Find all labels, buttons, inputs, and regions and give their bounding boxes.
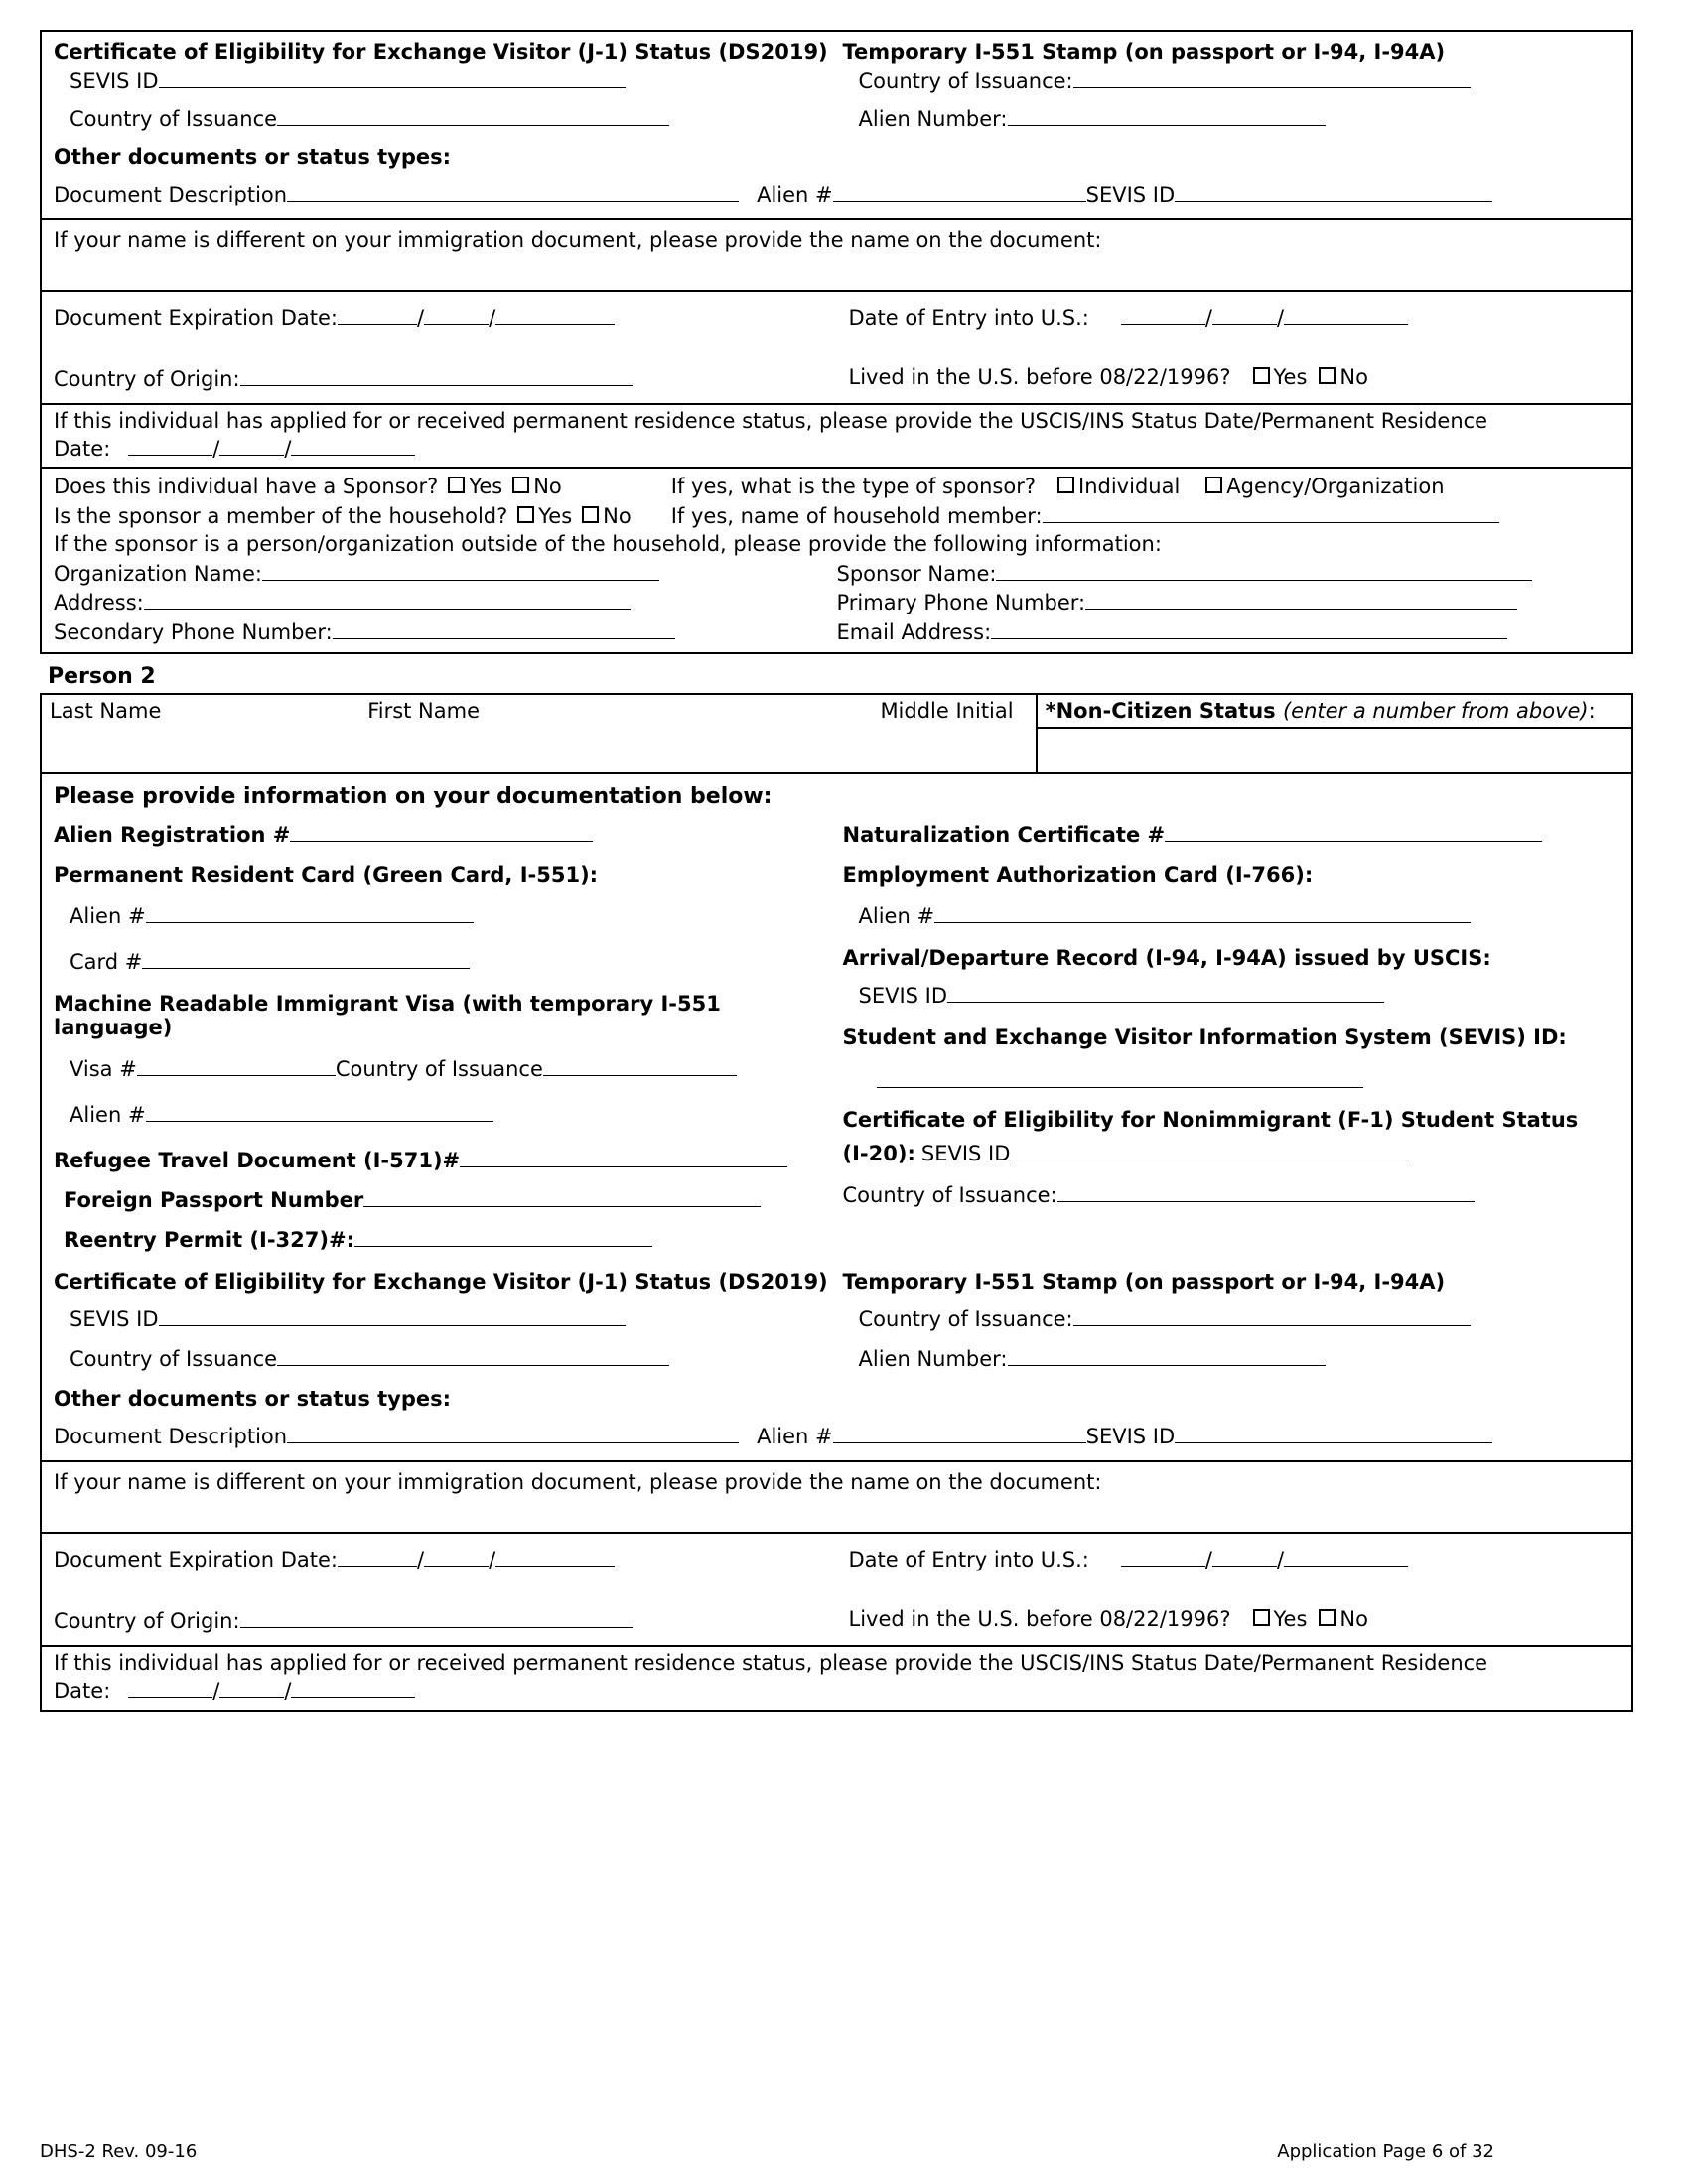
p2-residence-year[interactable] [291, 1677, 415, 1698]
j1-sevis-label: SEVIS ID [70, 68, 159, 93]
person1-sponsor-block [40, 469, 1633, 655]
sponsor-no-checkbox[interactable] [512, 477, 529, 493]
last-name-label: Last Name [50, 699, 162, 724]
p2-j1-sevis-row [54, 1296, 831, 1333]
p2-f1-sevis-input[interactable] [1010, 1140, 1407, 1160]
status-colon: : [1588, 699, 1596, 724]
j1-country-input[interactable] [277, 105, 669, 126]
p2-mriv-alien-input[interactable] [146, 1101, 493, 1122]
alien-num-label: Alien # [757, 182, 833, 206]
org-name-row [54, 558, 837, 588]
middle-initial-label: Middle Initial [880, 699, 1014, 724]
person1-residence-date-row: Date: / / [54, 433, 1619, 463]
p2-f1-title: Certificate of Eligibility for Nonimmigrant (F-1) Student Status [842, 1108, 1579, 1133]
primary-phone-row [837, 588, 1620, 617]
p2-country-origin-input[interactable] [240, 1607, 633, 1628]
p2-j1-country-input[interactable] [277, 1345, 669, 1366]
lived-no-checkbox[interactable] [1319, 367, 1336, 384]
lived-no-label: No [1339, 364, 1368, 389]
j1-sevis-row [54, 66, 831, 95]
p2-date-entry-label: Date of Entry into U.S.: [848, 1547, 1089, 1571]
doc-exp-day[interactable] [424, 304, 489, 325]
p2-residence-text: If this individual has applied for or received permanent residence status, please provide the USCIS/INS Status Date/Permanent Residence [54, 1650, 1488, 1675]
p2-eac-alien-row [843, 888, 1620, 930]
p2-prc-alien-row [54, 888, 831, 930]
i551-country-label: Country of Issuance: [858, 68, 1073, 93]
i551-country-row [843, 66, 1620, 95]
p2-sevis-id-input[interactable] [1175, 1423, 1492, 1443]
p2-country-origin-row [54, 1573, 825, 1635]
person2-dates-block [40, 1534, 1633, 1647]
date-entry-year[interactable] [1284, 304, 1408, 325]
sponsor-household-label: Is the sponsor a member of the household? [54, 503, 508, 528]
status-input-cell[interactable] [1036, 727, 1631, 772]
p2-arrival-sevis-input[interactable] [947, 982, 1384, 1003]
p2-f1-i20-label: (I-20): [842, 1142, 915, 1166]
sponsor-individual-label: Individual [1078, 474, 1181, 498]
doc-exp-row: Document Expiration Date: / / [54, 302, 825, 332]
p2-doc-exp-year[interactable] [495, 1546, 615, 1567]
sevis-id-input[interactable] [1175, 181, 1492, 202]
p2-date-entry-row: Date of Entry into U.S.: / / [849, 1544, 1620, 1573]
lived-before-label: Lived in the U.S. before 08/22/1996? [848, 364, 1231, 389]
sponsor-q1-row [54, 473, 1619, 500]
p2-lived-yes-checkbox[interactable] [1253, 1609, 1270, 1626]
p2-doc-exp-month[interactable] [338, 1546, 417, 1567]
status-label-cell [1036, 695, 1631, 727]
p2-i551-country-input[interactable] [1073, 1305, 1471, 1326]
p2-nat-cert-label: Naturalization Certificate # [842, 823, 1166, 848]
secondary-phone-row [54, 616, 837, 646]
email-label: Email Address: [836, 620, 992, 645]
p2-residence-day[interactable] [219, 1677, 284, 1698]
j1-title: Certificate of Eligibility for Exchange Visitor (J-1) Status (DS2019) [54, 40, 828, 64]
p2-mriv-country-label: Country of Issuance [335, 1057, 543, 1082]
p2-f1-i20-row [843, 1134, 1620, 1167]
p2-doc-desc-label: Document Description [54, 1424, 288, 1448]
p2-eac-alien-label: Alien # [858, 904, 935, 929]
sponsor-name-label: Sponsor Name: [836, 561, 997, 586]
p2-mriv-visa-input[interactable] [137, 1055, 336, 1076]
p2-doc-desc-input[interactable] [287, 1423, 739, 1443]
p2-mriv-title: Machine Readable Immigrant Visa (with temporary I-551 language) [54, 992, 721, 1040]
name-input-cell[interactable] [42, 727, 1036, 772]
p2-country-origin-label: Country of Origin: [54, 1608, 240, 1633]
p2-lived-no-checkbox[interactable] [1319, 1609, 1336, 1626]
p2-eac-alien-input[interactable] [934, 902, 1471, 923]
doc-exp-label: Document Expiration Date: [54, 305, 339, 330]
date-entry-label: Date of Entry into U.S.: [848, 305, 1089, 330]
j1-country-row [54, 95, 831, 133]
p2-refugee-label: Refugee Travel Document (I-571)# [54, 1149, 461, 1172]
p2-reentry-label: Reentry Permit (I-327)#: [64, 1227, 354, 1252]
person2-name-different-block[interactable] [40, 1462, 1633, 1534]
p2-date-entry-month[interactable] [1121, 1546, 1205, 1567]
p2-prc-alien-input[interactable] [146, 902, 474, 923]
sponsor-type-label: If yes, what is the type of sponsor? [670, 474, 1037, 498]
p2-arrival-sevis-label: SEVIS ID [858, 984, 948, 1009]
person1-residence-block [40, 405, 1633, 469]
primary-phone-input[interactable] [1085, 590, 1517, 611]
person2-documents-block [40, 774, 1633, 1461]
person2-name-table [40, 693, 1633, 774]
p2-nat-cert-input[interactable] [1165, 821, 1542, 842]
p2-prc-alien-label: Alien # [70, 904, 146, 929]
p2-f1-country-label: Country of Issuance: [842, 1183, 1057, 1207]
org-name-input[interactable] [262, 560, 659, 581]
secondary-phone-label: Secondary Phone Number: [54, 620, 333, 645]
p2-alien-reg-row [54, 819, 831, 849]
p2-passport-row [54, 1174, 831, 1214]
p2-other-docs-row [54, 1413, 1619, 1450]
person1-residence-text: If this individual has applied for or received permanent residence status, please provide the USCIS/INS Status Date/Permanent Residence [54, 408, 1488, 433]
p2-lived-no-label: No [1339, 1606, 1368, 1631]
footer-right: Application Page 6 of 32 [1277, 2141, 1494, 2162]
secondary-phone-input[interactable] [333, 618, 675, 639]
p2-f1-country-row [843, 1167, 1620, 1209]
p2-alien-num-label: Alien # [757, 1424, 833, 1448]
person1-residence-date-label: Date: [54, 436, 111, 461]
lived-yes-checkbox[interactable] [1253, 367, 1270, 384]
p2-prc-card-row [54, 930, 831, 976]
household-yes-label: Yes [538, 503, 573, 528]
i551-alien-row [843, 95, 1620, 133]
p2-sevis-title: Student and Exchange Visitor Information System (SEVIS) ID: [842, 1025, 1567, 1050]
doc-desc-label: Document Description [54, 182, 288, 206]
i551-alien-input[interactable] [1008, 105, 1326, 126]
p2-j1-country-label: Country of Issuance [70, 1346, 278, 1371]
p2-reentry-input[interactable] [354, 1226, 652, 1247]
p2-sevis-id-label: SEVIS ID [1085, 1424, 1176, 1448]
p2-alien-num-input[interactable] [833, 1423, 1086, 1443]
other-docs-title: Other documents or status types: [54, 144, 452, 169]
country-origin-label: Country of Origin: [54, 366, 240, 391]
p2-refugee-row [54, 1129, 831, 1174]
p2-sevis-row [843, 1051, 1620, 1090]
residence-month[interactable] [128, 435, 212, 456]
alien-num-input[interactable] [833, 181, 1086, 202]
other-docs-row [54, 171, 1619, 208]
p2-prc-card-input[interactable] [142, 948, 470, 969]
person1-name-different-text: If your name is different on your immigration document, please provide the name on the document: [54, 227, 1102, 252]
person1-name-different-block[interactable] [40, 220, 1633, 292]
i551-country-input[interactable] [1073, 68, 1471, 88]
doc-exp-month[interactable] [338, 304, 417, 325]
p2-eac-title: Employment Authorization Card (I-766): [842, 863, 1314, 887]
p2-mriv-visa-label: Visa # [70, 1057, 137, 1082]
p2-reentry-row [54, 1214, 831, 1254]
p2-arrival-title: Arrival/Departure Record (I-94, I-94A) issued by USCIS: [842, 946, 1491, 971]
status-hint: (enter a number from above) [1282, 699, 1589, 724]
sevis-id-label: SEVIS ID [1085, 182, 1176, 206]
p2-arrival-sevis-row [843, 972, 1620, 1010]
p2-doc-exp-row: Document Expiration Date: / / [54, 1544, 825, 1573]
i551-title: Temporary I-551 Stamp (on passport or I-94, I-94A) [842, 40, 1446, 64]
p2-j1-sevis-label: SEVIS ID [70, 1306, 159, 1331]
p2-i551-alien-input[interactable] [1008, 1345, 1326, 1366]
household-no-checkbox[interactable] [582, 506, 599, 523]
primary-phone-label: Primary Phone Number: [836, 591, 1086, 615]
footer-left: DHS-2 Rev. 09-16 [40, 2141, 198, 2162]
org-name-label: Organization Name: [54, 561, 262, 586]
p2-i551-title: Temporary I-551 Stamp (on passport or I-94, I-94A) [842, 1269, 1446, 1294]
residence-day[interactable] [219, 435, 284, 456]
date-entry-day[interactable] [1212, 304, 1277, 325]
p2-mriv-country-input[interactable] [543, 1055, 737, 1076]
sponsor-name-row [837, 558, 1620, 588]
p2-alien-reg-input[interactable] [290, 821, 593, 842]
p2-passport-label: Foreign Passport Number [64, 1187, 364, 1212]
email-row [837, 616, 1620, 646]
sponsor-agency-label: Agency/Organization [1226, 474, 1445, 498]
lived-before-row [849, 332, 1620, 391]
country-origin-input[interactable] [240, 365, 633, 386]
p2-i551-alien-row [843, 1333, 1620, 1373]
p2-residence-date-label: Date: [54, 1678, 111, 1703]
address-input[interactable] [144, 590, 631, 611]
sponsor-household-row [54, 500, 1619, 530]
p2-prc-card-label: Card # [70, 950, 143, 975]
status-label: *Non-Citizen Status [1045, 699, 1283, 724]
address-row [54, 588, 837, 617]
p2-i551-alien-label: Alien Number: [858, 1346, 1008, 1371]
p2-j1-sevis-input[interactable] [159, 1305, 626, 1326]
p2-residence-date-row: Date: / / [54, 1675, 1619, 1705]
person1-dates-block [40, 292, 1633, 405]
p2-nat-cert-row [843, 819, 1620, 849]
p2-j1-title: Certificate of Eligibility for Exchange Visitor (J-1) Status (DS2019) [54, 1269, 828, 1294]
person1-documents-block [40, 30, 1633, 220]
j1-country-label: Country of Issuance [70, 106, 278, 131]
i551-alien-label: Alien Number: [858, 106, 1008, 131]
sponsor-yes-label: Yes [469, 474, 503, 498]
p2-mriv-alien-row [54, 1083, 831, 1129]
sponsor-outside-row [54, 530, 1619, 558]
doc-desc-input[interactable] [287, 181, 739, 202]
sponsor-q1-label: Does this individual have a Sponsor? [54, 474, 439, 498]
sponsor-individual-checkbox[interactable] [1057, 477, 1074, 493]
p2-other-docs-title: Other documents or status types: [54, 1386, 452, 1411]
p2-lived-before-label: Lived in the U.S. before 08/22/1996? [848, 1606, 1231, 1631]
p2-j1-country-row [54, 1333, 831, 1373]
p2-residence-month[interactable] [128, 1677, 212, 1698]
person2-heading: Person 2 [48, 664, 156, 690]
sponsor-outside-text: If the sponsor is a person/organization outside of the household, please provide the following information: [54, 531, 1162, 556]
household-yes-checkbox[interactable] [517, 506, 534, 523]
household-member-label: If yes, name of household member: [670, 503, 1043, 528]
p2-sevis-input[interactable] [877, 1067, 1363, 1088]
p2-alien-reg-label: Alien Registration # [54, 823, 291, 848]
date-entry-row: Date of Entry into U.S.: / / [849, 302, 1620, 332]
page-footer [40, 2141, 1633, 2162]
sponsor-no-label: No [533, 474, 562, 498]
j1-sevis-input[interactable] [159, 68, 626, 88]
p2-mriv-visa-row [54, 1041, 831, 1083]
sponsor-name-input[interactable] [996, 560, 1532, 581]
p2-date-entry-year[interactable] [1284, 1546, 1408, 1567]
date-entry-month[interactable] [1121, 304, 1205, 325]
sponsor-yes-checkbox[interactable] [448, 477, 465, 493]
doc-exp-year[interactable] [495, 304, 615, 325]
p2-lived-before-row [849, 1573, 1620, 1633]
p2-i551-country-row [843, 1296, 1620, 1333]
first-name-label: First Name [367, 699, 481, 724]
p2-i551-country-label: Country of Issuance: [858, 1306, 1073, 1331]
person2-residence-block [40, 1647, 1633, 1712]
p2-lived-yes-label: Yes [1273, 1606, 1308, 1631]
lived-yes-label: Yes [1273, 364, 1308, 389]
email-input[interactable] [991, 618, 1507, 639]
household-no-label: No [603, 503, 632, 528]
p2-doc-exp-label: Document Expiration Date: [54, 1547, 339, 1571]
country-origin-row [54, 332, 825, 393]
residence-year[interactable] [291, 435, 415, 456]
p2-refugee-input[interactable] [460, 1147, 787, 1167]
household-member-input[interactable] [1043, 502, 1499, 523]
address-label: Address: [54, 591, 144, 615]
p2-f1-country-input[interactable] [1057, 1181, 1475, 1202]
p2-passport-input[interactable] [363, 1186, 761, 1207]
p2-prc-title: Permanent Resident Card (Green Card, I-551): [54, 863, 599, 887]
p2-mriv-alien-label: Alien # [70, 1103, 146, 1128]
person2-instruction: Please provide information on your documentation below: [54, 784, 773, 810]
person2-name-different-text: If your name is different on your immigration document, please provide the name on the document: [54, 1469, 1102, 1494]
p2-date-entry-day[interactable] [1212, 1546, 1277, 1567]
p2-f1-sevis-label: SEVIS ID [920, 1142, 1011, 1166]
p2-doc-exp-day[interactable] [424, 1546, 489, 1567]
sponsor-agency-checkbox[interactable] [1205, 477, 1222, 493]
